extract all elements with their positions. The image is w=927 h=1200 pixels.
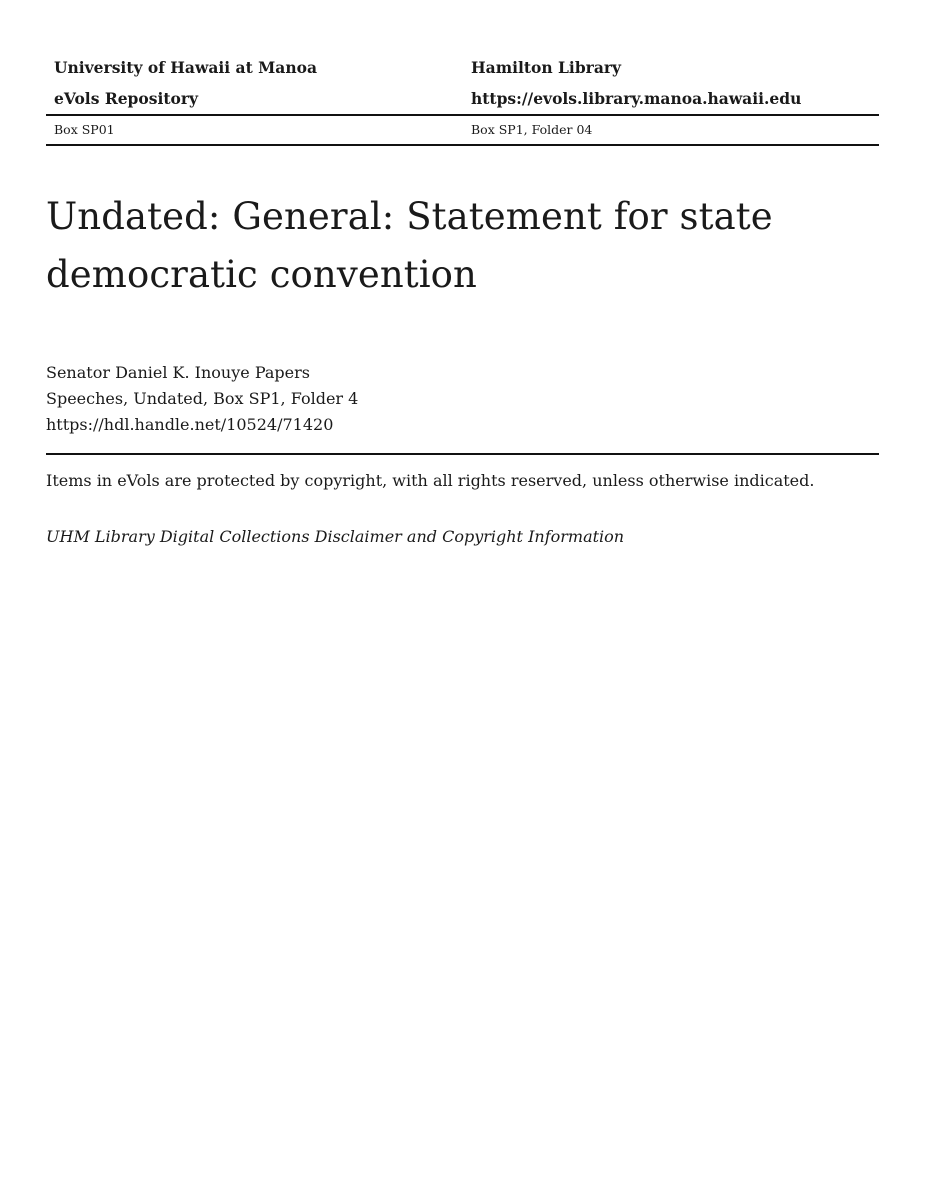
document-title: [46, 188, 879, 304]
series-info: Speeches, Undated, Box SP1, Folder 4: [46, 389, 359, 408]
repository-name: eVols Repository: [54, 89, 199, 108]
metadata-divider: [46, 453, 879, 455]
document-metadata: [46, 360, 879, 438]
header-row-1: [46, 52, 879, 83]
header-table: [46, 52, 879, 146]
title-line-2: democratic convention: [46, 253, 477, 296]
header-row-3: [46, 116, 879, 144]
rights-statement: Items in eVols are protected by copyright, with all rights reserved, unless otherwise indicated.: [46, 471, 815, 490]
repository-url[interactable]: https://evols.library.manoa.hawaii.edu: [471, 89, 802, 108]
header-row-2: [46, 83, 879, 114]
box-label: Box SP01: [54, 122, 115, 137]
header-divider-bottom: [46, 144, 879, 146]
box-folder-label: Box SP1, Folder 04: [471, 122, 593, 137]
title-line-1: Undated: General: Statement for state: [46, 195, 773, 238]
collection-name: Senator Daniel K. Inouye Papers: [46, 363, 310, 382]
institution-name: University of Hawaii at Manoa: [54, 58, 317, 77]
disclaimer-link[interactable]: UHM Library Digital Collections Disclaimer and Copyright Information: [46, 527, 625, 546]
library-name: Hamilton Library: [471, 58, 622, 77]
handle-link[interactable]: https://hdl.handle.net/10524/71420: [46, 415, 334, 434]
